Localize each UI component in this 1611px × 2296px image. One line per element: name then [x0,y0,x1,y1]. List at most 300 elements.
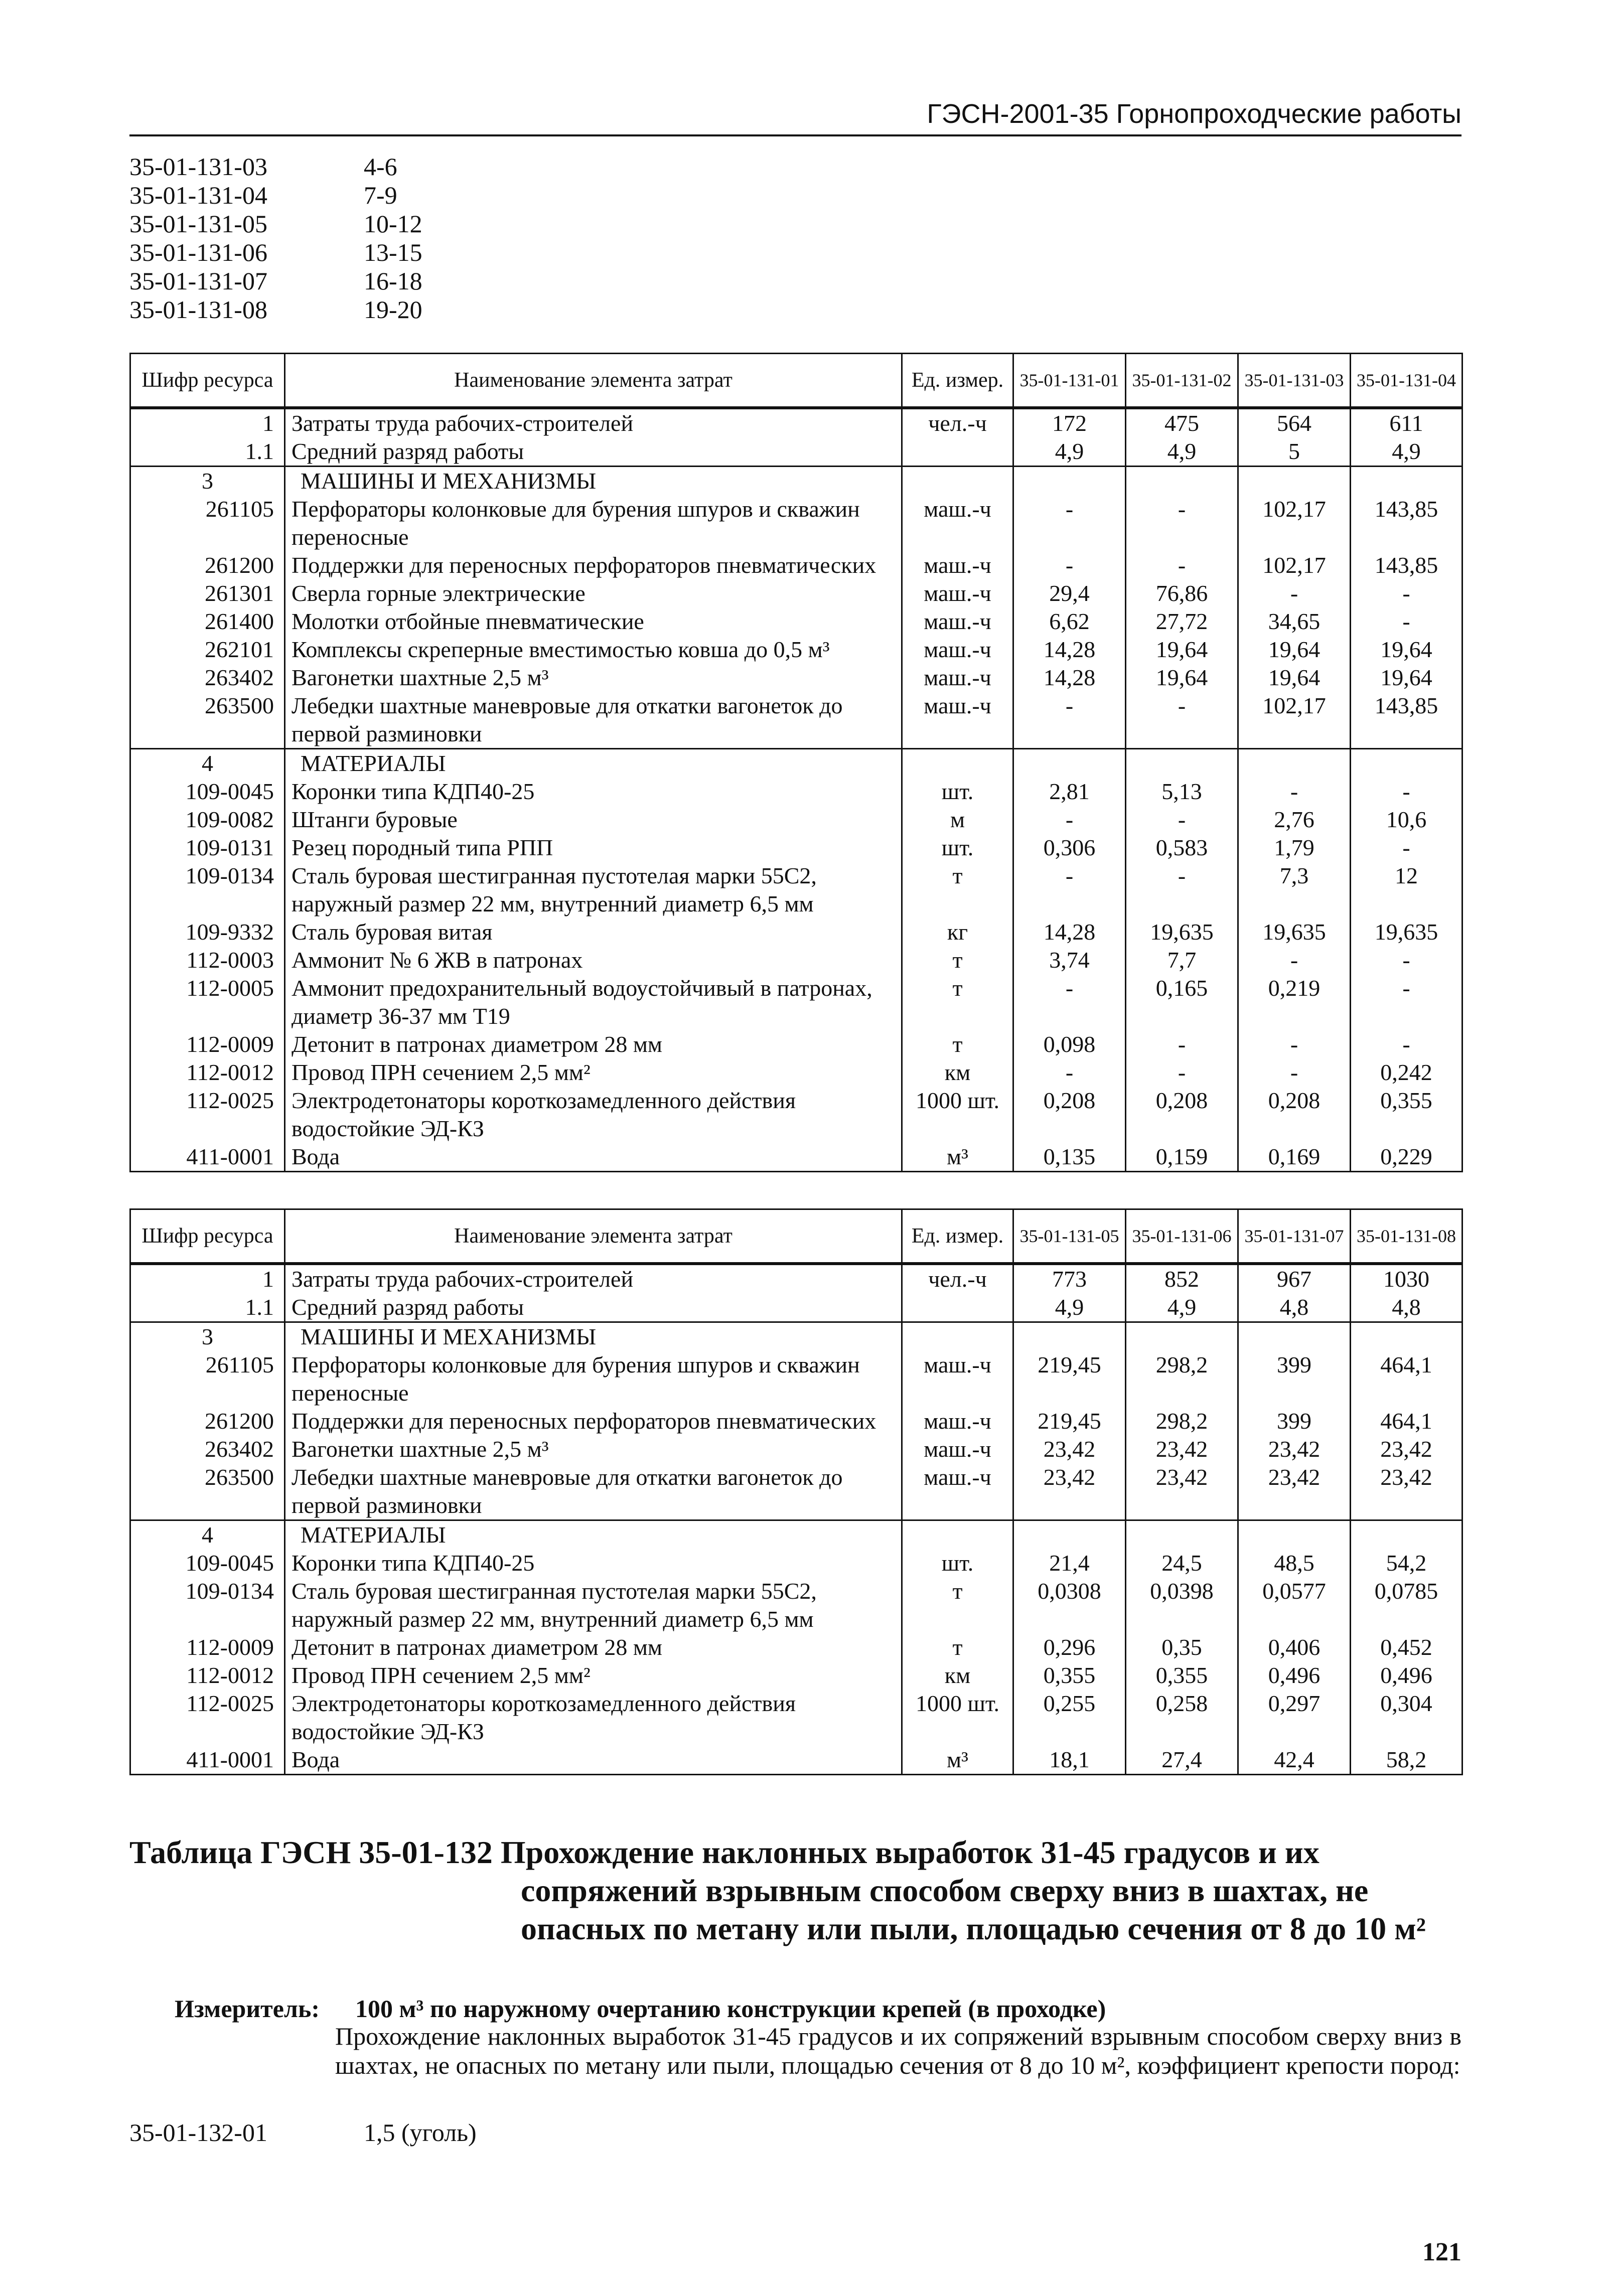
cost-element-name: Комплексы скреперные вместимостью ковша до 0,5 м³ [285,636,902,664]
table-row [130,1661,1462,1690]
value-cell: 2,81 [1013,778,1126,806]
resource-code: 109-0131 [130,834,285,862]
table-row [130,1633,1462,1661]
cost-element-name: Электродетонаторы короткозамедленного действия водостойкие ЭД-КЗ [285,1087,902,1143]
code-range-value: 16-18 [364,267,422,295]
unit-cell: м [902,806,1013,834]
value-cell: 0,258 [1126,1690,1238,1746]
value-cell: 14,28 [1013,636,1126,664]
resource-code: 261200 [130,551,285,579]
value-cell: 399 [1238,1351,1351,1407]
variant-code: 35-01-132-01 [129,2118,267,2147]
unit-cell: м³ [902,1746,1013,1775]
value-cell: 298,2 [1126,1351,1238,1407]
measure-line [175,1994,1106,2023]
unit-cell: маш.-ч [902,1407,1013,1435]
empty-cell [902,1322,1013,1351]
cost-element-name: Коронки типа КДП40-25 [285,778,902,806]
value-cell: 172 [1013,408,1126,437]
empty-cell [1351,748,1462,778]
empty-cell [1013,466,1126,495]
variant-row [129,2118,477,2147]
value-cell: 0,355 [1351,1087,1462,1143]
value-cell: 0,098 [1013,1030,1126,1058]
value-cell: 19,64 [1238,664,1351,692]
section-row [130,466,1462,495]
code-range-value: 13-15 [364,238,422,266]
code-range-row [129,267,422,295]
section-title: МАТЕРИАЛЫ [285,1520,902,1549]
value-cell: 4,9 [1126,437,1238,467]
value-cell: 7,3 [1238,862,1351,918]
table-row [130,834,1462,862]
value-cell: - [1126,551,1238,579]
code-range-row [129,181,422,210]
unit-cell: т [902,862,1013,918]
table-row [130,1549,1462,1577]
table-row [130,1746,1462,1775]
value-cell: - [1126,495,1238,551]
value-cell: 29,4 [1013,579,1126,607]
value-cell: 773 [1013,1264,1126,1293]
cost-element-name: Средний разряд работы [285,437,902,467]
code-range-row [129,210,422,238]
cost-element-name: Сверла горные электрические [285,579,902,607]
unit-cell: км [902,1661,1013,1690]
cost-element-name: Поддержки для переносных перфораторов пневматических [285,551,902,579]
resource-code: 112-0009 [130,1633,285,1661]
table-row [130,946,1462,974]
resource-code: 261105 [130,1351,285,1407]
resource-code: 109-9332 [130,918,285,946]
value-cell: 0,496 [1238,1661,1351,1690]
empty-cell [1238,466,1351,495]
cost-element-name: Перфораторы колонковые для бурения шпуров и скважин переносные [285,495,902,551]
table-title [129,1833,1461,1948]
unit-cell: 1000 шт. [902,1690,1013,1746]
value-cell: 12 [1351,862,1462,918]
header-unit: Ед. измер. [902,1209,1013,1264]
value-cell: 23,42 [1013,1435,1126,1463]
value-cell: 23,42 [1238,1463,1351,1520]
header-col-1: 35-01-131-05 [1013,1209,1126,1264]
value-cell: 54,2 [1351,1549,1462,1577]
value-cell: 143,85 [1351,692,1462,749]
code-range-code: 35-01-131-08 [129,295,267,324]
unit-cell: км [902,1058,1013,1087]
cost-element-name: Вода [285,1746,902,1775]
value-cell: - [1013,1058,1126,1087]
cost-element-name: Аммонит предохранительный водоустойчивый в патронах, диаметр 36-37 мм Т19 [285,974,902,1030]
value-cell: 23,42 [1013,1463,1126,1520]
value-cell: 23,42 [1126,1435,1238,1463]
unit-cell: маш.-ч [902,579,1013,607]
value-cell: - [1238,1058,1351,1087]
value-cell: 19,64 [1238,636,1351,664]
value-cell: 611 [1351,408,1462,437]
resource-code: 261301 [130,579,285,607]
table-row [130,664,1462,692]
value-cell: 0,452 [1351,1633,1462,1661]
unit-cell: маш.-ч [902,692,1013,749]
value-cell: 48,5 [1238,1549,1351,1577]
value-cell: 0,0308 [1013,1577,1126,1633]
header-col-4: 35-01-131-08 [1351,1209,1462,1264]
table-row [130,1030,1462,1058]
value-cell: 219,45 [1013,1407,1126,1435]
value-cell: 4,9 [1351,437,1462,467]
unit-cell: т [902,1030,1013,1058]
value-cell: 23,42 [1238,1435,1351,1463]
value-cell: - [1238,1030,1351,1058]
table-row [130,1577,1462,1633]
value-cell: 4,8 [1351,1293,1462,1322]
value-cell: 19,635 [1126,918,1238,946]
value-cell: 0,355 [1126,1661,1238,1690]
value-cell: - [1126,806,1238,834]
table-title-line-1: Таблица ГЭСН 35-01-132 Прохождение наклонных выработок 31-45 градусов и их [129,1834,1320,1870]
value-cell: - [1013,974,1126,1030]
value-cell: - [1126,692,1238,749]
empty-cell [1013,1322,1126,1351]
resource-code: 109-0045 [130,778,285,806]
measure-label: Измеритель: [175,1995,320,2023]
cost-element-name: Вода [285,1143,902,1172]
unit-cell: маш.-ч [902,636,1013,664]
value-cell: 27,4 [1126,1746,1238,1775]
cost-element-name: Лебедки шахтные маневровые для откатки вагонеток до первой разминовки [285,692,902,749]
unit-cell: м³ [902,1143,1013,1172]
unit-cell: маш.-ч [902,1463,1013,1520]
value-cell: 19,635 [1238,918,1351,946]
code-range-value: 10-12 [364,210,422,238]
unit-cell: маш.-ч [902,1351,1013,1407]
value-cell: 23,42 [1126,1463,1238,1520]
value-cell: 2,76 [1238,806,1351,834]
cost-element-name: Вагонетки шахтные 2,5 м³ [285,664,902,692]
value-cell: 143,85 [1351,551,1462,579]
value-cell: 0,304 [1351,1690,1462,1746]
resource-code: 109-0134 [130,1577,285,1633]
unit-cell: т [902,974,1013,1030]
value-cell: 0,208 [1238,1087,1351,1143]
table-row [130,579,1462,607]
resource-code: 4 [130,748,285,778]
cost-element-name: Штанги буровые [285,806,902,834]
header-col-4: 35-01-131-04 [1351,354,1462,408]
value-cell: 143,85 [1351,495,1462,551]
cost-element-name: Вагонетки шахтные 2,5 м³ [285,1435,902,1463]
measure-text: 100 м³ по наружному очертанию конструкции крепей (в проходке) [355,1995,1106,2023]
table-row [130,1463,1462,1520]
table-row [130,495,1462,551]
value-cell: 219,45 [1013,1351,1126,1407]
section-row [130,1520,1462,1549]
table-row [130,1087,1462,1143]
page-number: 121 [1422,2238,1461,2266]
value-cell: 102,17 [1238,495,1351,551]
header-col-2: 35-01-131-06 [1126,1209,1238,1264]
value-cell: 0,496 [1351,1661,1462,1690]
value-cell: 0,35 [1126,1633,1238,1661]
value-cell: 102,17 [1238,692,1351,749]
empty-cell [1238,1322,1351,1351]
value-cell: 0,229 [1351,1143,1462,1172]
value-cell: 0,0785 [1351,1577,1462,1633]
running-head-text: ГЭСН-2001-35 Горнопроходческие работы [927,99,1461,129]
table-description: Прохождение наклонных выработок 31-45 градусов и их сопряжений взрывным способом сверху вниз в шахтах, не опасных по метану или пыли, площадью сечения от 8 до 10 м², коэффициент крепости пород: [335,2022,1461,2079]
table-row [130,437,1462,467]
value-cell: - [1013,495,1126,551]
resource-code: 112-0005 [130,974,285,1030]
value-cell: 19,64 [1126,636,1238,664]
value-cell: 14,28 [1013,664,1126,692]
value-cell: 0,159 [1126,1143,1238,1172]
code-range-row [129,295,422,324]
resource-code: 112-0003 [130,946,285,974]
value-cell: 0,208 [1013,1087,1126,1143]
value-cell: 4,9 [1126,1293,1238,1322]
value-cell: 852 [1126,1264,1238,1293]
unit-cell: маш.-ч [902,495,1013,551]
table-row [130,1351,1462,1407]
cost-element-name: Детонит в патронах диаметром 28 мм [285,1030,902,1058]
value-cell: 0,169 [1238,1143,1351,1172]
header-unit: Ед. измер. [902,354,1013,408]
unit-cell: т [902,946,1013,974]
value-cell: 298,2 [1126,1407,1238,1435]
value-cell: 0,297 [1238,1690,1351,1746]
value-cell: 19,64 [1126,664,1238,692]
value-cell: 399 [1238,1407,1351,1435]
value-cell: 23,42 [1351,1435,1462,1463]
value-cell: - [1126,1030,1238,1058]
cost-element-name: Сталь буровая шестигранная пустотелая марки 55С2, наружный размер 22 мм, внутренний диаметр 6,5 мм [285,1577,902,1633]
resource-code: 263500 [130,1463,285,1520]
code-range-value: 7-9 [364,181,397,209]
cost-element-name: Сталь буровая шестигранная пустотелая марки 55С2, наружный размер 22 мм, внутренний диаметр 6,5 мм [285,862,902,918]
table-row [130,862,1462,918]
section-title: МАШИНЫ И МЕХАНИЗМЫ [285,1322,902,1351]
unit-cell: чел.-ч [902,408,1013,437]
cost-element-name: Провод ПРН сечением 2,5 мм² [285,1661,902,1690]
value-cell: 0,0398 [1126,1577,1238,1633]
table-row [130,636,1462,664]
resource-code: 1.1 [130,437,285,467]
header-col-3: 35-01-131-07 [1238,1209,1351,1264]
value-cell: 3,74 [1013,946,1126,974]
cost-element-name: Провод ПРН сечением 2,5 мм² [285,1058,902,1087]
empty-cell [1013,1520,1126,1549]
code-range-list [129,152,422,324]
unit-cell: маш.-ч [902,551,1013,579]
code-range-code: 35-01-131-04 [129,181,267,209]
unit-cell: 1000 шт. [902,1087,1013,1143]
cost-element-name: Детонит в патронах диаметром 28 мм [285,1633,902,1661]
cost-element-name: Коронки типа КДП40-25 [285,1549,902,1577]
resource-code: 261400 [130,607,285,636]
resource-code: 3 [130,466,285,495]
unit-cell [902,437,1013,467]
variant-value: 1,5 (уголь) [364,2118,477,2147]
empty-cell [1126,748,1238,778]
code-range-code: 35-01-131-06 [129,238,267,266]
cost-element-name: Резец породный типа РПП [285,834,902,862]
empty-cell [1351,466,1462,495]
resource-code: 261200 [130,1407,285,1435]
value-cell: 564 [1238,408,1351,437]
value-cell: 0,242 [1351,1058,1462,1087]
code-range-row [129,238,422,267]
value-cell: - [1013,692,1126,749]
value-cell: 464,1 [1351,1351,1462,1407]
code-range-code: 35-01-131-03 [129,152,267,181]
cost-element-name: Электродетонаторы короткозамедленного действия водостойкие ЭД-КЗ [285,1690,902,1746]
value-cell: 0,135 [1013,1143,1126,1172]
resource-code: 109-0134 [130,862,285,918]
code-range-row [129,152,422,181]
value-cell: - [1238,946,1351,974]
section-row [130,748,1462,778]
value-cell: - [1238,579,1351,607]
unit-cell: шт. [902,778,1013,806]
value-cell: - [1126,1058,1238,1087]
empty-cell [1126,1322,1238,1351]
resource-code: 1 [130,408,285,437]
cost-element-name: Лебедки шахтные маневровые для откатки вагонеток до первой разминовки [285,1463,902,1520]
value-cell: 19,635 [1351,918,1462,946]
header-col-3: 35-01-131-03 [1238,354,1351,408]
value-cell: 0,165 [1126,974,1238,1030]
empty-cell [1238,748,1351,778]
value-cell: - [1013,862,1126,918]
value-cell: 464,1 [1351,1407,1462,1435]
value-cell: 967 [1238,1264,1351,1293]
value-cell: 6,62 [1013,607,1126,636]
unit-cell: чел.-ч [902,1264,1013,1293]
value-cell: 5 [1238,437,1351,467]
value-cell: 7,7 [1126,946,1238,974]
value-cell: 18,1 [1013,1746,1126,1775]
resource-code: 1.1 [130,1293,285,1322]
value-cell: 1030 [1351,1264,1462,1293]
header-code: Шифр ресурса [130,1209,285,1264]
value-cell: 10,6 [1351,806,1462,834]
empty-cell [1126,466,1238,495]
resource-code: 411-0001 [130,1746,285,1775]
running-head [129,89,1461,136]
value-cell: 0,255 [1013,1690,1126,1746]
unit-cell: шт. [902,834,1013,862]
table-row [130,1690,1462,1746]
header-col-1: 35-01-131-01 [1013,354,1126,408]
table-row [130,607,1462,636]
value-cell: - [1013,551,1126,579]
value-cell: 14,28 [1013,918,1126,946]
value-cell: 1,79 [1238,834,1351,862]
table-row [130,692,1462,749]
table-row [130,974,1462,1030]
cost-element-name: Перфораторы колонковые для бурения шпуров и скважин переносные [285,1351,902,1407]
resource-code: 263500 [130,692,285,749]
resource-code: 109-0045 [130,1549,285,1577]
value-cell: 0,355 [1013,1661,1126,1690]
value-cell: 21,4 [1013,1549,1126,1577]
value-cell: 27,72 [1126,607,1238,636]
resource-code: 263402 [130,664,285,692]
empty-cell [902,1520,1013,1549]
resource-code: 261105 [130,495,285,551]
value-cell: 0,0577 [1238,1577,1351,1633]
cost-element-name: Затраты труда рабочих-строителей [285,408,902,437]
resource-code: 109-0082 [130,806,285,834]
table-row [130,1143,1462,1172]
empty-cell [902,748,1013,778]
unit-cell: маш.-ч [902,664,1013,692]
value-cell: 475 [1126,408,1238,437]
unit-cell: т [902,1633,1013,1661]
value-cell: - [1351,579,1462,607]
table-title-line-2: сопряжений взрывным способом сверху вниз в шахтах, не [521,1873,1369,1908]
table-row [130,551,1462,579]
value-cell: 23,42 [1351,1463,1462,1520]
value-cell: 4,9 [1013,1293,1126,1322]
value-cell: - [1013,806,1126,834]
resource-code: 411-0001 [130,1143,285,1172]
cost-element-name: Аммонит № 6 ЖВ в патронах [285,946,902,974]
section-row [130,1322,1462,1351]
value-cell: 0,306 [1013,834,1126,862]
cost-element-name: Средний разряд работы [285,1293,902,1322]
table-row [130,1293,1462,1322]
value-cell: - [1351,974,1462,1030]
value-cell: 19,64 [1351,664,1462,692]
cost-element-name: Затраты труда рабочих-строителей [285,1264,902,1293]
resource-table-1 [129,353,1463,1172]
value-cell: 4,9 [1013,437,1126,467]
resource-code: 263402 [130,1435,285,1463]
table-row [130,806,1462,834]
value-cell: 58,2 [1351,1746,1462,1775]
cost-element-name: Сталь буровая витая [285,918,902,946]
empty-cell [1013,748,1126,778]
value-cell: 0,406 [1238,1633,1351,1661]
resource-code: 112-0025 [130,1690,285,1746]
value-cell: - [1351,834,1462,862]
empty-cell [902,466,1013,495]
value-cell: 0,583 [1126,834,1238,862]
header-col-2: 35-01-131-02 [1126,354,1238,408]
value-cell: - [1238,778,1351,806]
resource-code: 112-0025 [130,1087,285,1143]
code-range-code: 35-01-131-07 [129,267,267,295]
table-row [130,408,1462,437]
resource-code: 112-0012 [130,1661,285,1690]
table-row [130,778,1462,806]
value-cell: 76,86 [1126,579,1238,607]
resource-code: 112-0012 [130,1058,285,1087]
empty-cell [1238,1520,1351,1549]
cost-element-name: Молотки отбойные пневматические [285,607,902,636]
header-name: Наименование элемента затрат [285,354,902,408]
table-row [130,1058,1462,1087]
value-cell: 0,208 [1126,1087,1238,1143]
empty-cell [1351,1322,1462,1351]
value-cell: - [1351,1030,1462,1058]
table-row [130,1407,1462,1435]
table-row [130,918,1462,946]
cost-element-name: Поддержки для переносных перфораторов пневматических [285,1407,902,1435]
